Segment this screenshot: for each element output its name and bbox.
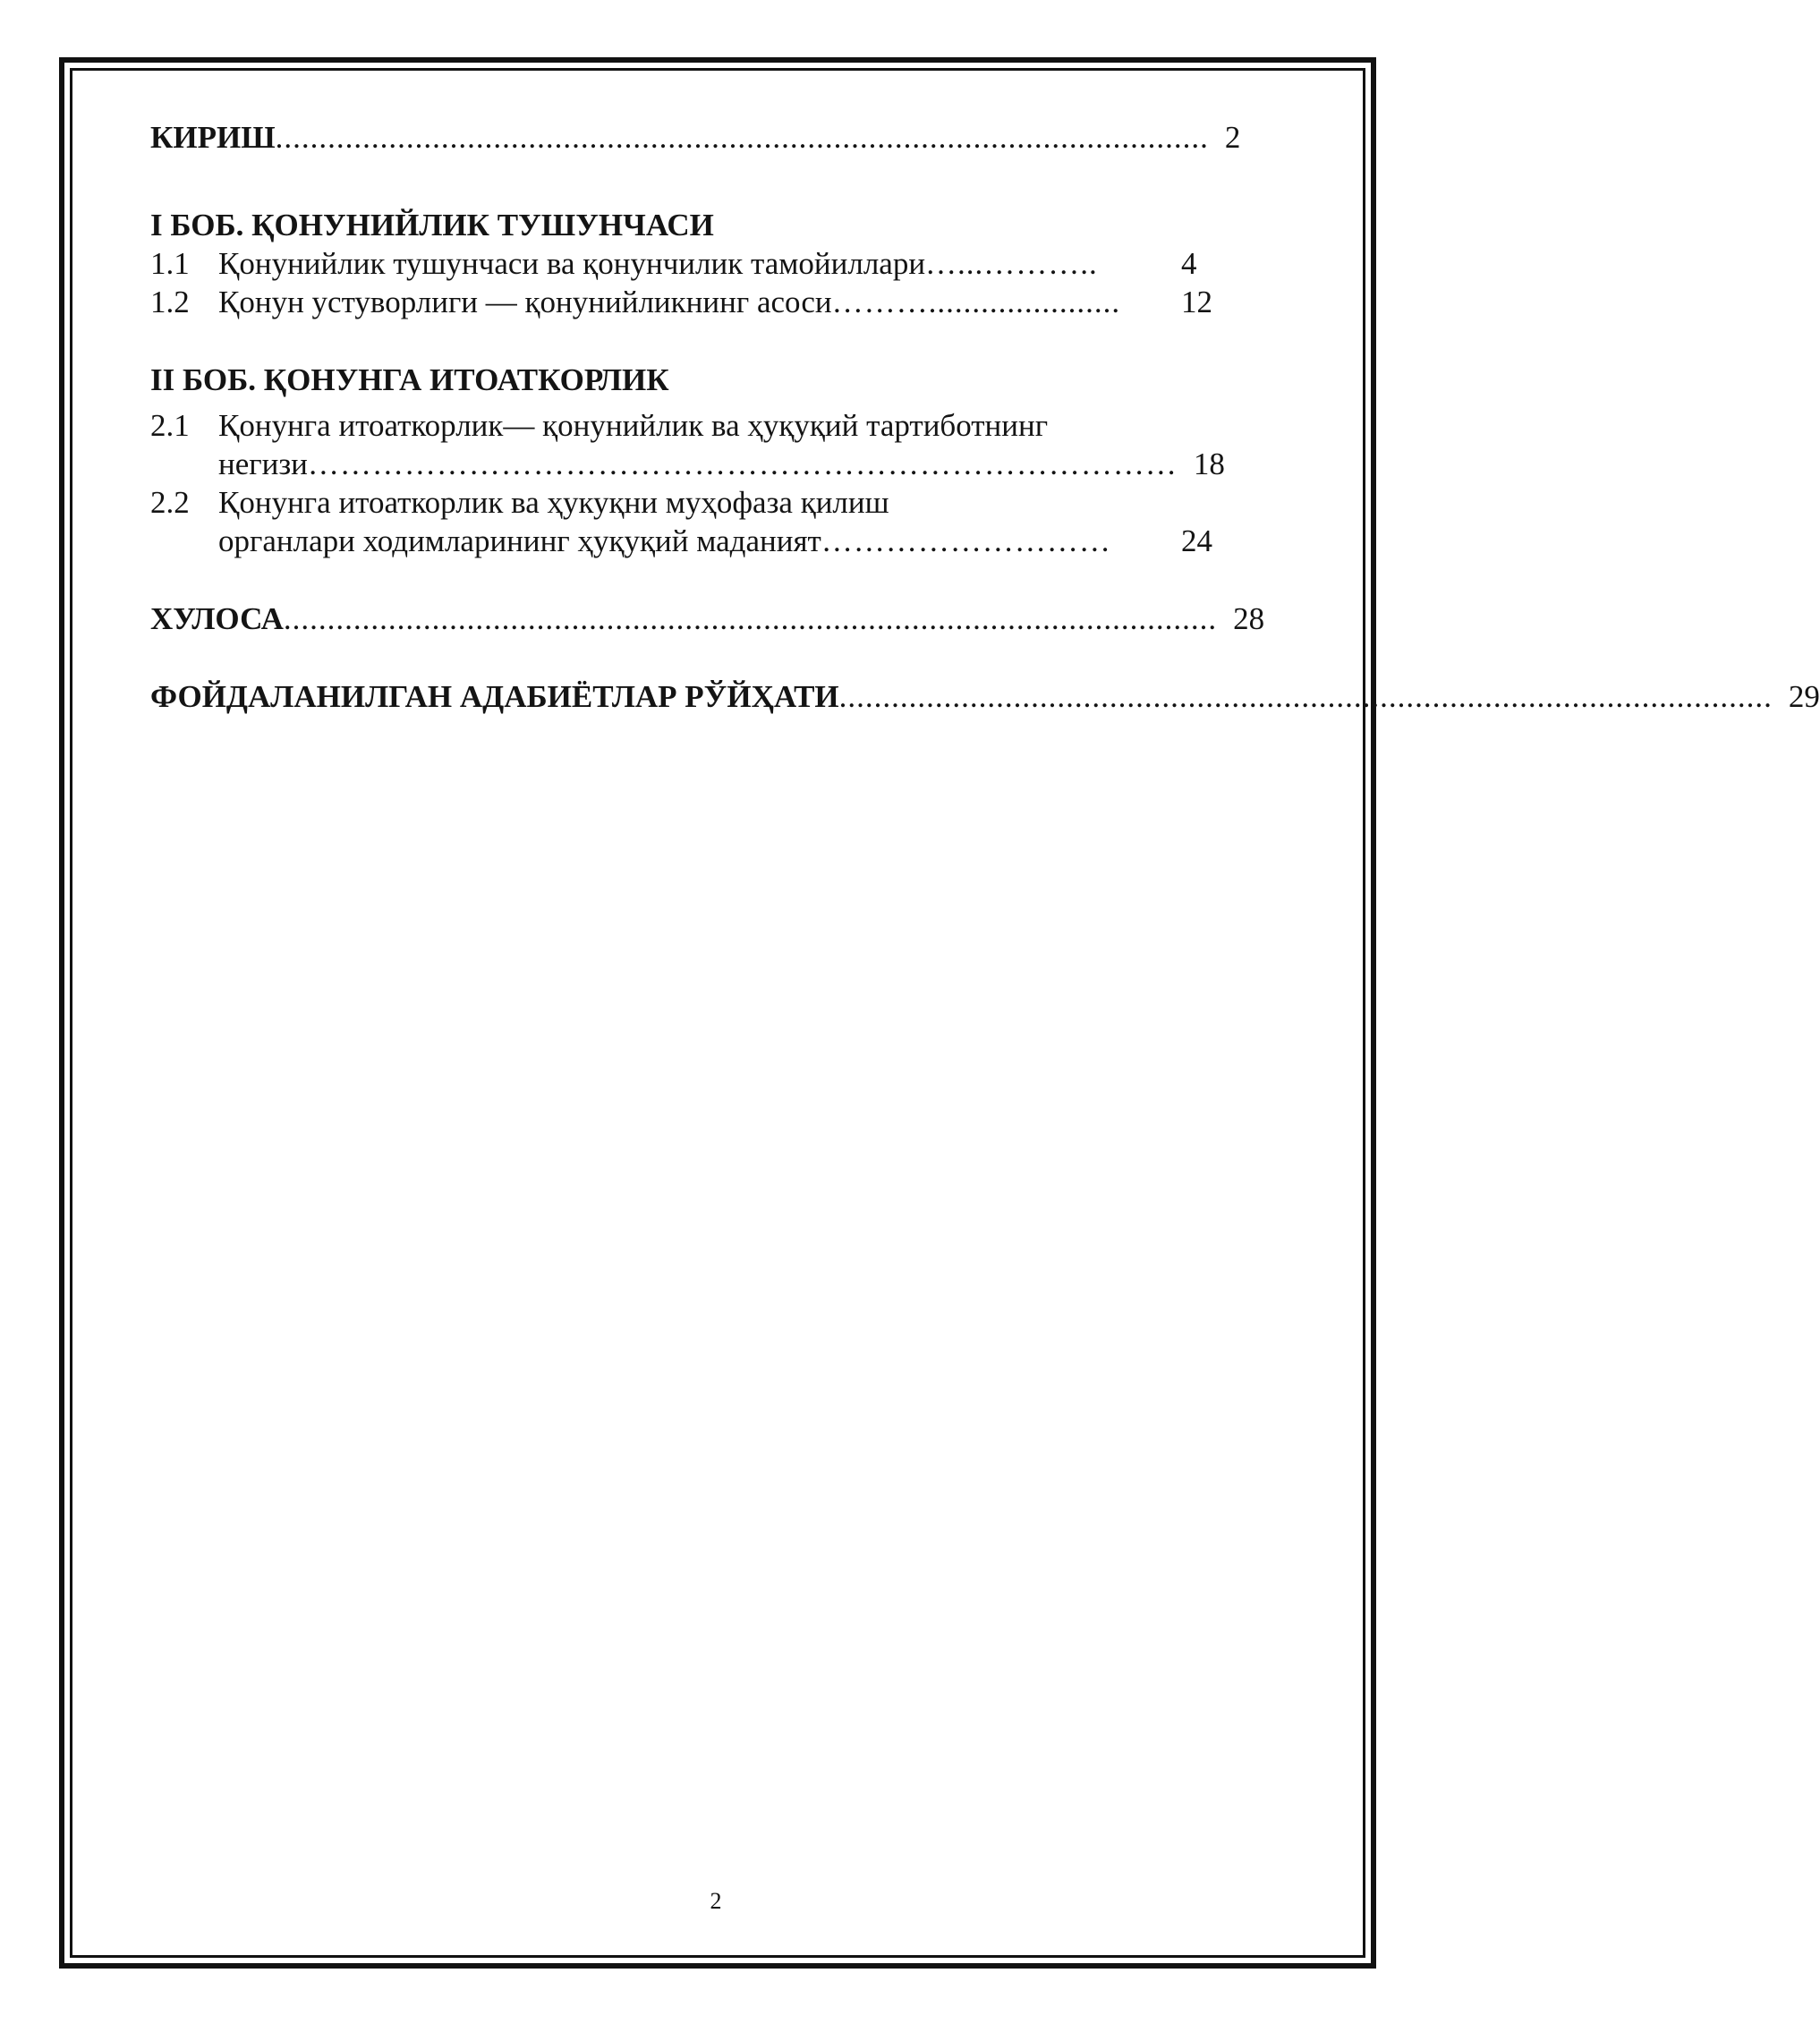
toc-page-number: 4: [1181, 246, 1197, 281]
dot-leader: …...………..: [925, 246, 1098, 281]
section-number: 1.1: [150, 246, 190, 281]
toc-entry-label: КИРИШ: [150, 120, 276, 155]
chapter-heading-2[interactable]: II БОБ. ҚОНУНГА ИТОАТКОРЛИК: [150, 362, 669, 397]
toc-page-number: 18: [1193, 446, 1225, 481]
toc-entry-1-1[interactable]: [150, 244, 1251, 283]
dot-leader: ...........................................................................................................: [838, 679, 1773, 714]
toc-entry-intro[interactable]: [150, 118, 1251, 157]
toc-entry-label: Қонунга итоаткорлик ва ҳукуқни муҳофаза қилиш: [218, 485, 889, 520]
toc-entry-label-cont: негизи: [218, 446, 308, 481]
toc-entry-2-2[interactable]: [150, 483, 1251, 560]
toc-entry-conclusion[interactable]: [150, 600, 1265, 638]
dot-leader: ………......................: [831, 285, 1121, 319]
toc-entry-2-1[interactable]: [150, 406, 1251, 483]
toc-page-number: 24: [1181, 523, 1212, 558]
dot-leader: ...........................................................................................................: [275, 120, 1209, 155]
toc-entry-label: Қонун устуворлиги — қонунийликнинг асоси: [218, 285, 832, 319]
table-of-contents: [150, 118, 1820, 716]
section-number: 2.2: [150, 485, 190, 520]
toc-entry-references[interactable]: [150, 677, 1820, 716]
dot-leader: ………………………………………………………………………: [307, 446, 1178, 481]
dot-leader: ………………………: [821, 523, 1111, 558]
toc-entry-1-2[interactable]: [150, 283, 1251, 321]
page-number-footer: 2: [710, 1888, 722, 1914]
section-number: 2.1: [150, 408, 190, 443]
toc-entry-label: ФОЙДАЛАНИЛГАН АДАБИЁТЛАР РЎЙҲАТИ: [150, 679, 839, 714]
chapter-heading-1[interactable]: I БОБ. ҚОНУНИЙЛИК ТУШУНЧАСИ: [150, 208, 714, 242]
toc-entry-label: ХУЛОСА: [150, 601, 284, 636]
dot-leader: ...........................................................................................................: [283, 601, 1218, 636]
toc-entry-label: Қонунийлик тушунчаси ва қонунчилик тамойиллари: [218, 246, 926, 281]
toc-page-number: 28: [1233, 601, 1265, 636]
toc-entry-label-cont: органлари ходимларининг ҳуқуқий маданият: [218, 523, 821, 558]
section-number: 1.2: [150, 285, 190, 319]
toc-page-number: 29: [1788, 679, 1820, 714]
toc-page-number: 12: [1181, 285, 1212, 319]
toc-entry-label: Қонунга итоаткорлик— қонунийлик ва ҳуқуқий тартиботнинг: [218, 408, 1049, 443]
toc-page-number: 2: [1224, 120, 1241, 155]
